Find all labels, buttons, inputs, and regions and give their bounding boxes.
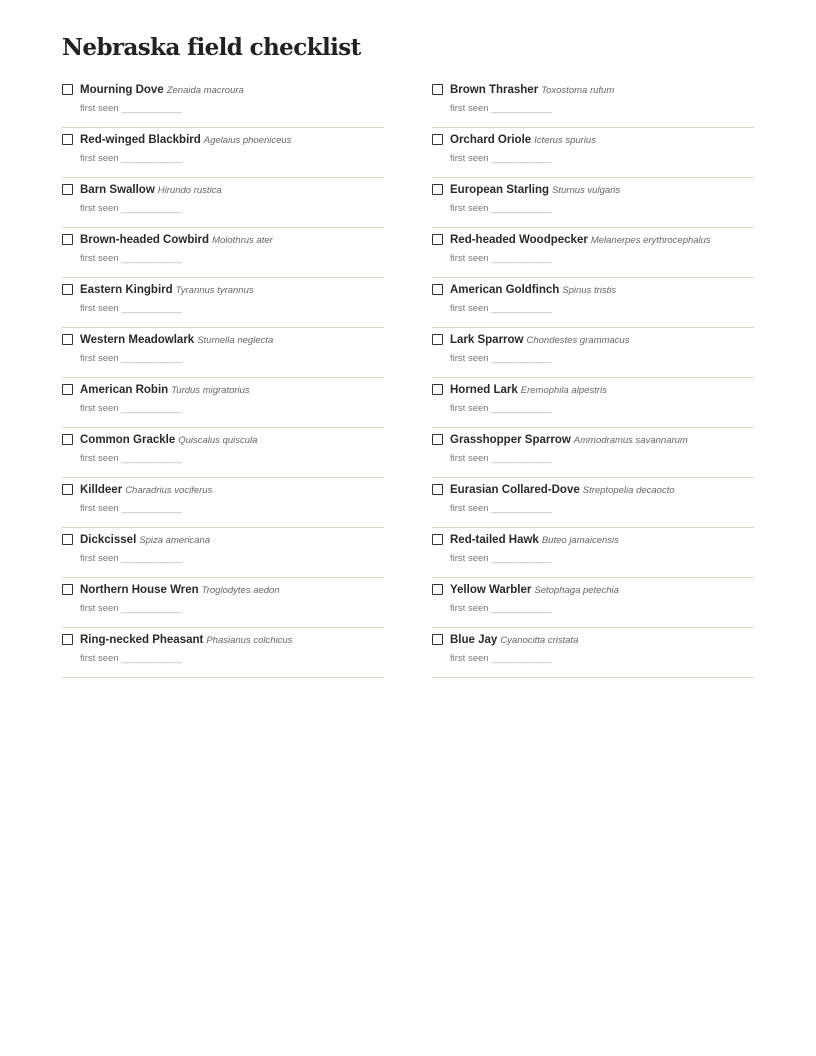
species-checkbox[interactable] [432,434,443,445]
first-seen-blank[interactable]: ____________ [491,103,552,114]
species-checkbox[interactable] [432,284,443,295]
scientific-name: Agelaius phoeniceus [203,135,292,146]
species-name-line [80,181,222,199]
species-name-line [80,231,273,249]
first-seen-blank[interactable]: ____________ [121,153,182,164]
checklist-entry [432,278,754,328]
common-name: European Starling [450,184,550,196]
common-name: Red-winged Blackbird [80,134,201,146]
scientific-name: Toxostoma rufum [541,85,615,96]
scientific-name: Setophaga petechia [534,585,619,596]
first-seen-label: first seen [450,453,489,464]
first-seen-label: first seen [450,603,489,614]
species-checkbox[interactable] [62,384,73,395]
scientific-name: Spinus tristis [562,285,617,296]
first-seen-blank[interactable]: ____________ [121,403,182,414]
first-seen-blank[interactable]: ____________ [491,153,552,164]
first-seen-field [450,402,551,416]
species-name-line [80,381,250,399]
species-name-line [450,81,614,99]
checklist-entry [432,528,754,578]
first-seen-label: first seen [80,203,119,214]
first-seen-blank[interactable]: ____________ [491,503,552,514]
first-seen-field [80,152,181,166]
common-name: Red-headed Woodpecker [450,234,588,246]
species-name-line [450,281,616,299]
common-name: Eastern Kingbird [80,284,173,296]
first-seen-field [80,102,181,116]
first-seen-field [450,102,551,116]
first-seen-label: first seen [450,303,489,314]
species-checkbox[interactable] [62,534,73,545]
scientific-name: Chondestes grammacus [526,335,630,346]
first-seen-blank[interactable]: ____________ [491,453,552,464]
checklist-entry [432,228,754,278]
first-seen-field [450,152,551,166]
first-seen-label: first seen [80,553,119,564]
first-seen-label: first seen [80,353,119,364]
first-seen-field [450,452,551,466]
first-seen-blank[interactable]: ____________ [121,503,182,514]
species-checkbox[interactable] [432,384,443,395]
species-checkbox[interactable] [62,184,73,195]
scientific-name: Molothrus ater [212,235,273,246]
species-name-line [80,531,210,549]
species-checkbox[interactable] [62,584,73,595]
species-name-line [450,581,619,599]
first-seen-field [450,302,551,316]
first-seen-field [450,252,551,266]
first-seen-blank[interactable]: ____________ [491,653,552,664]
scientific-name: Tyrannus tyrannus [175,285,254,296]
first-seen-label: first seen [80,153,119,164]
checklist-entry [432,578,754,628]
checklist-entry [62,528,384,578]
species-name-line [450,381,607,399]
first-seen-field [80,652,181,666]
species-name-line [450,331,629,349]
common-name: Lark Sparrow [450,334,524,346]
scientific-name: Icterus spurius [534,135,596,146]
checklist-entry [432,378,754,428]
checklist-entry [62,478,384,528]
species-name-line [80,481,212,499]
first-seen-label: first seen [80,253,119,264]
species-checkbox[interactable] [432,134,443,145]
scientific-name: Zenaida macroura [166,85,244,96]
first-seen-field [80,352,181,366]
species-checkbox[interactable] [62,484,73,495]
checklist-entry [62,228,384,278]
first-seen-label: first seen [80,403,119,414]
first-seen-field [80,302,181,316]
species-checkbox[interactable] [62,84,73,95]
species-name-line [450,531,619,549]
first-seen-field [450,502,551,516]
first-seen-field [80,452,181,466]
species-name-line [450,131,596,149]
first-seen-label: first seen [80,103,119,114]
checklist-column-left [62,78,384,678]
first-seen-label: first seen [450,503,489,514]
scientific-name: Quiscalus quiscula [178,435,258,446]
species-checkbox[interactable] [432,84,443,95]
checklist-entry [62,128,384,178]
common-name: Western Meadowlark [80,334,195,346]
first-seen-label: first seen [80,603,119,614]
first-seen-field [80,202,181,216]
common-name: Brown-headed Cowbird [80,234,210,246]
checklist-entry [62,78,384,128]
first-seen-blank[interactable]: ____________ [491,303,552,314]
first-seen-label: first seen [450,403,489,414]
checklist-entry [432,428,754,478]
species-checkbox[interactable] [432,234,443,245]
species-checkbox[interactable] [432,184,443,195]
scientific-name: Sturnus vulgaris [552,185,621,196]
checklist-entry [62,178,384,228]
first-seen-label: first seen [450,553,489,564]
common-name: American Robin [80,384,169,396]
common-name: Blue Jay [450,634,498,646]
species-checkbox[interactable] [62,134,73,145]
species-name-line [80,631,292,649]
common-name: Mourning Dove [80,84,164,96]
first-seen-field [80,552,181,566]
scientific-name: Streptopelia decaocto [582,485,675,496]
common-name: Yellow Warbler [450,584,532,596]
first-seen-blank[interactable]: ____________ [121,103,182,114]
common-name: Grasshopper Sparrow [450,434,571,446]
first-seen-label: first seen [450,103,489,114]
first-seen-blank[interactable]: ____________ [121,253,182,264]
first-seen-label: first seen [450,253,489,264]
species-name-line [450,631,578,649]
first-seen-blank[interactable]: ____________ [491,553,552,564]
common-name: Eurasian Collared-Dove [450,484,580,496]
common-name: Ring-necked Pheasant [80,634,204,646]
checklist-entry [432,128,754,178]
first-seen-field [80,502,181,516]
first-seen-blank[interactable]: ____________ [491,253,552,264]
first-seen-label: first seen [450,153,489,164]
species-name-line [450,181,620,199]
species-name-line [450,481,675,499]
first-seen-blank[interactable]: ____________ [491,353,552,364]
first-seen-blank[interactable]: ____________ [121,603,182,614]
common-name: American Goldfinch [450,284,560,296]
first-seen-label: first seen [450,653,489,664]
first-seen-blank[interactable]: ____________ [121,303,182,314]
first-seen-blank[interactable]: ____________ [491,603,552,614]
first-seen-label: first seen [80,503,119,514]
common-name: Common Grackle [80,434,176,446]
first-seen-field [80,602,181,616]
scientific-name: Melanerpes erythrocephalus [590,235,711,246]
scientific-name: Troglodytes aedon [201,585,280,596]
species-checkbox[interactable] [62,634,73,645]
species-name-line [80,281,254,299]
first-seen-blank[interactable]: ____________ [121,553,182,564]
first-seen-field [80,252,181,266]
common-name: Red-tailed Hawk [450,534,539,546]
scientific-name: Hirundo rustica [157,185,222,196]
common-name: Orchard Oriole [450,134,532,146]
scientific-name: Charadrius vociferus [125,485,213,496]
species-name-line [80,431,257,449]
scientific-name: Phasianus colchicus [206,635,293,646]
first-seen-blank[interactable]: ____________ [491,403,552,414]
species-checkbox[interactable] [62,234,73,245]
species-checkbox[interactable] [432,634,443,645]
checklist-entry [62,378,384,428]
species-name-line [80,81,244,99]
species-checkbox[interactable] [432,484,443,495]
checklist-entry [62,628,384,678]
scientific-name: Spiza americana [139,535,211,546]
checklist-entry [62,428,384,478]
checklist-page [62,30,754,664]
first-seen-blank[interactable]: ____________ [121,353,182,364]
first-seen-blank[interactable]: ____________ [121,653,182,664]
scientific-name: Buteo jamaicensis [541,535,619,546]
species-checkbox[interactable] [432,534,443,545]
first-seen-label: first seen [450,353,489,364]
checklist-entry [432,178,754,228]
first-seen-label: first seen [450,203,489,214]
species-name-line [450,231,711,249]
scientific-name: Turdus migratorius [171,385,250,396]
common-name: Barn Swallow [80,184,155,196]
page-title: Nebraska field checklist [62,34,361,61]
species-name-line [450,431,688,449]
checklist-entry [432,78,754,128]
checklist-entry [432,478,754,528]
first-seen-field [450,652,551,666]
common-name: Brown Thrasher [450,84,539,96]
common-name: Dickcissel [80,534,137,546]
first-seen-field [450,352,551,366]
scientific-name: Sturnella neglecta [197,335,274,346]
scientific-name: Eremophila alpestris [520,385,607,396]
common-name: Northern House Wren [80,584,199,596]
checklist-entry [432,328,754,378]
checklist-entry [62,278,384,328]
species-checkbox[interactable] [432,584,443,595]
species-checkbox[interactable] [62,434,73,445]
scientific-name: Ammodramus savannarum [573,435,688,446]
first-seen-label: first seen [80,453,119,464]
first-seen-blank[interactable]: ____________ [491,203,552,214]
common-name: Killdeer [80,484,123,496]
species-name-line [80,581,280,599]
species-checkbox[interactable] [432,334,443,345]
first-seen-blank[interactable]: ____________ [121,203,182,214]
checklist-entry [62,328,384,378]
first-seen-field [80,402,181,416]
species-name-line [80,131,291,149]
species-name-line [80,331,273,349]
common-name: Horned Lark [450,384,518,396]
first-seen-label: first seen [80,303,119,314]
species-checkbox[interactable] [62,284,73,295]
species-checkbox[interactable] [62,334,73,345]
first-seen-field [450,552,551,566]
checklist-entry [432,628,754,678]
first-seen-field [450,202,551,216]
scientific-name: Cyanocitta cristata [500,635,579,646]
first-seen-label: first seen [80,653,119,664]
checklist-entry [62,578,384,628]
first-seen-field [450,602,551,616]
checklist-column-right [432,78,754,678]
first-seen-blank[interactable]: ____________ [121,453,182,464]
